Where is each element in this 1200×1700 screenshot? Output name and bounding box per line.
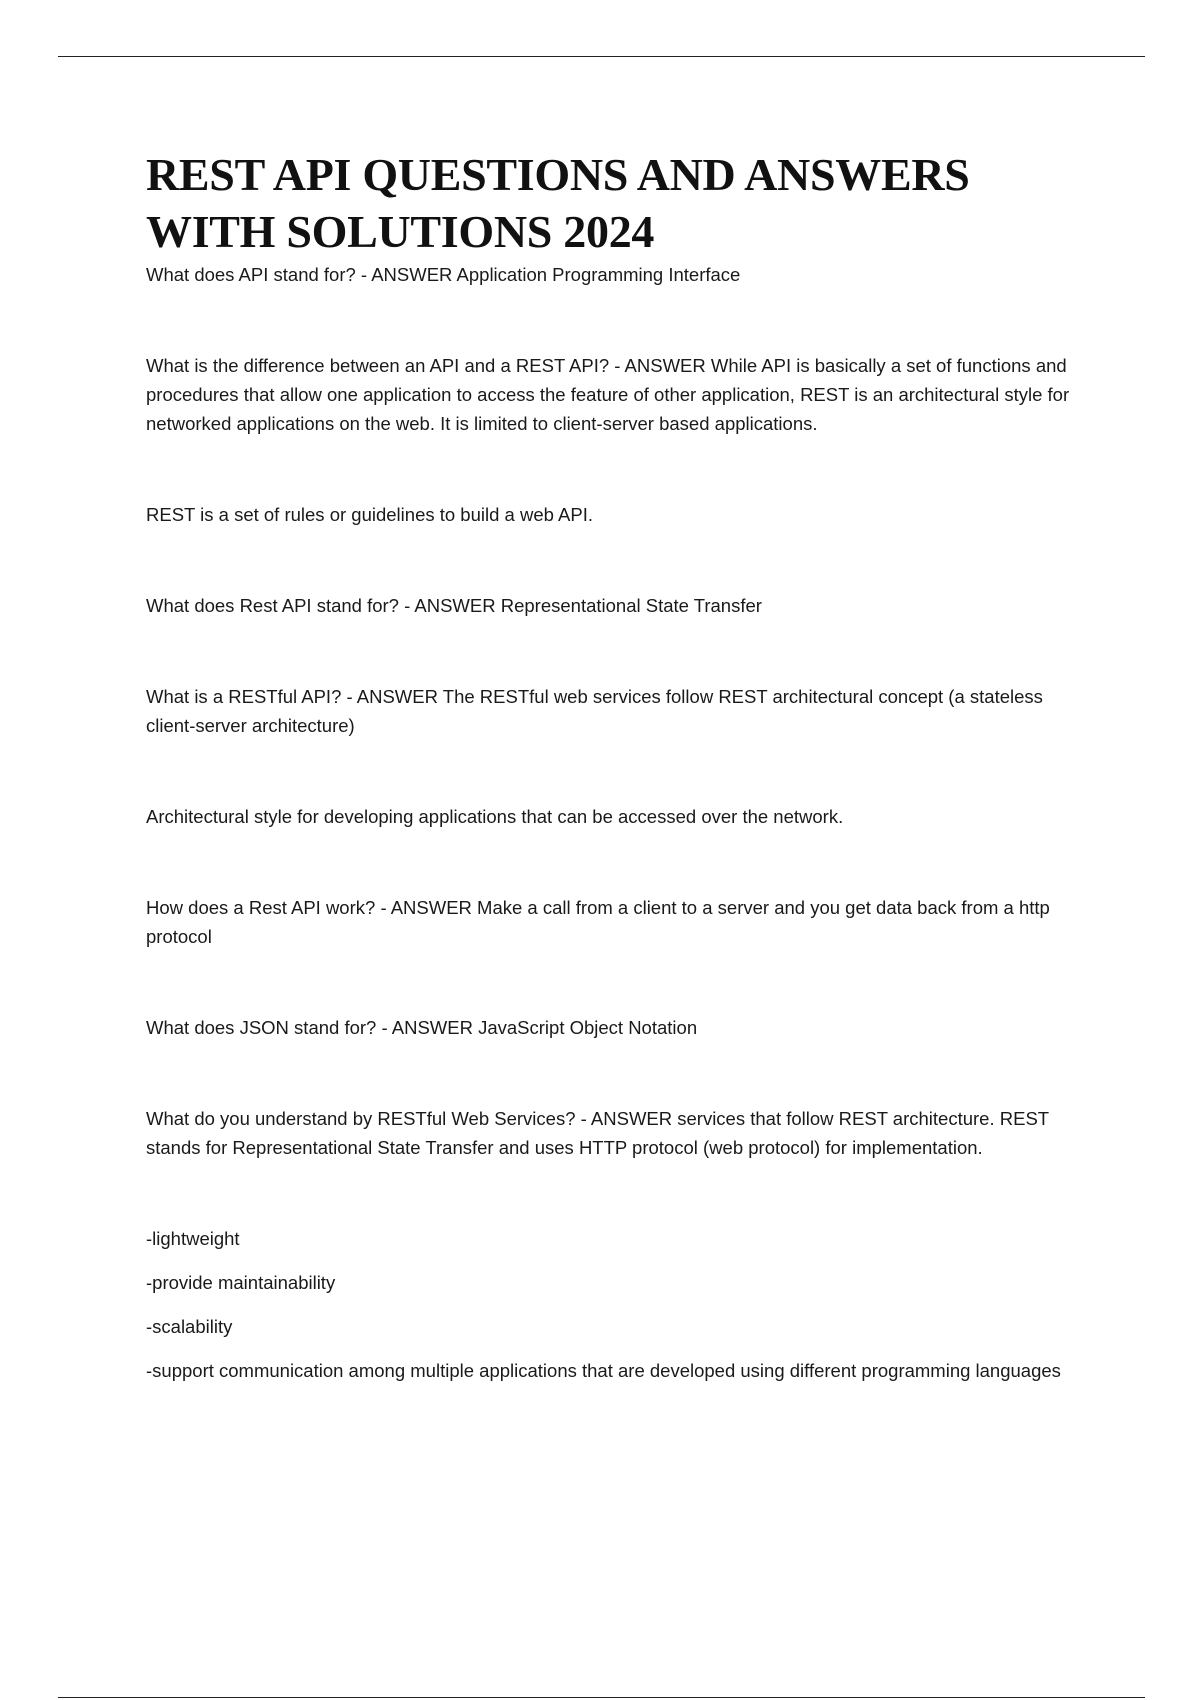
qa-api-acronym: What does API stand for? - ANSWER Application Programming Interface	[146, 264, 741, 285]
document-title	[146, 146, 1096, 260]
qa-restful-web-services: What do you understand by RESTful Web Services? - ANSWER services that follow REST architecture. REST stands for Representational State Transfer and uses HTTP protocol (web protocol) for implementation.	[146, 1108, 1049, 1158]
qa-json-acronym: What does JSON stand for? - ANSWER JavaScript Object Notation	[146, 1017, 698, 1038]
list-item: -scalability	[146, 1316, 233, 1337]
qa-how-rest-works: How does a Rest API work? - ANSWER Make a call from a client to a server and you get data back from a http protocol	[146, 897, 1050, 947]
benefits-list	[146, 1224, 1096, 1385]
qa-rest-acronym: What does Rest API stand for? - ANSWER Representational State Transfer	[146, 595, 762, 616]
bottom-divider	[58, 1697, 1145, 1698]
title-line-1: REST API QUESTIONS AND ANSWERS	[146, 149, 970, 200]
list-item: -support communication among multiple applications that are developed using different programming languages	[146, 1360, 1061, 1381]
list-item: -lightweight	[146, 1228, 240, 1249]
architectural-style-note: Architectural style for developing applications that can be accessed over the network.	[146, 806, 844, 827]
list-item: -provide maintainability	[146, 1272, 336, 1293]
document-body	[146, 146, 1096, 1385]
rest-definition: REST is a set of rules or guidelines to build a web API.	[146, 504, 593, 525]
qa-api-vs-rest: What is the difference between an API and a REST API? - ANSWER While API is basically a set of functions and procedures that allow one application to access the feature of other application, REST is an architectural style for networked applications on the web. It is limited to client-server based applications.	[146, 355, 1070, 434]
title-line-2: WITH SOLUTIONS 2024	[146, 206, 655, 257]
qa-restful-api: What is a RESTful API? - ANSWER The RESTful web services follow REST architectural concept (a stateless client-server architecture)	[146, 686, 1043, 736]
top-divider	[58, 56, 1145, 57]
